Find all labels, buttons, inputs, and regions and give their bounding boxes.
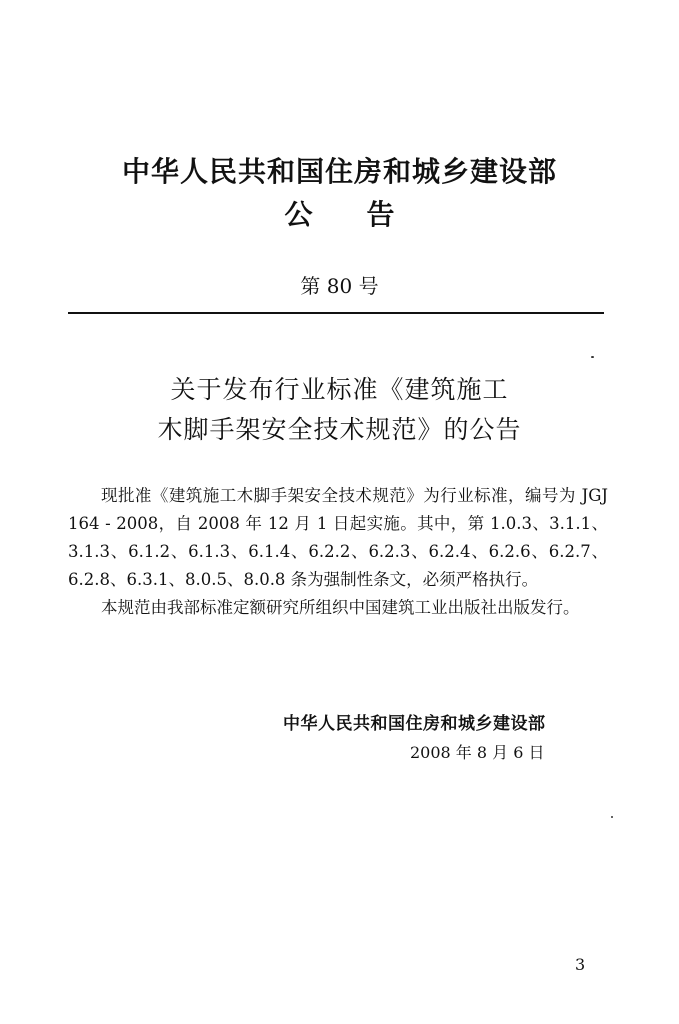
signing-date: 2008 年 8 月 6 日 [410, 743, 545, 762]
body-paragraph-2: 本规范由我部标准定额研究所组织中国建筑工业出版社出版发行。 [101, 598, 580, 617]
body-paragraph-1: 现批准《建筑施工木脚手架安全技术规范》为行业标准，编号为 JGJ 164 - 2008，自 2008 年 12 月 1 日起实施。其中，第 1.0.3、3.1.1、3.1.3、6.1.2、6.1.3、6.1.4、6.2.2、6.2.3、6.2.4、6.2.6、6.2.7、6.2.8、6.3.1、8.0.5、8.0.8 条为强制性条文，必须严格执行。 [68, 486, 608, 589]
signing-organization: 中华人民共和国住房和城乡建设部 [283, 714, 546, 734]
headline-line-1: 关于发布行业标准《建筑施工 [170, 375, 509, 404]
scan-speck [591, 356, 594, 358]
issue-number: 第 80 号 [300, 274, 379, 298]
ministry-title: 中华人民共和国住房和城乡建设部 [121, 155, 557, 188]
announcement-label: 公告 [284, 198, 449, 231]
headline-line-2: 木脚手架安全技术规范》的公告 [157, 415, 522, 444]
scan-speck [611, 816, 613, 818]
page-number: 3 [575, 955, 586, 974]
header-divider [68, 312, 604, 314]
announcement-body [68, 482, 608, 622]
